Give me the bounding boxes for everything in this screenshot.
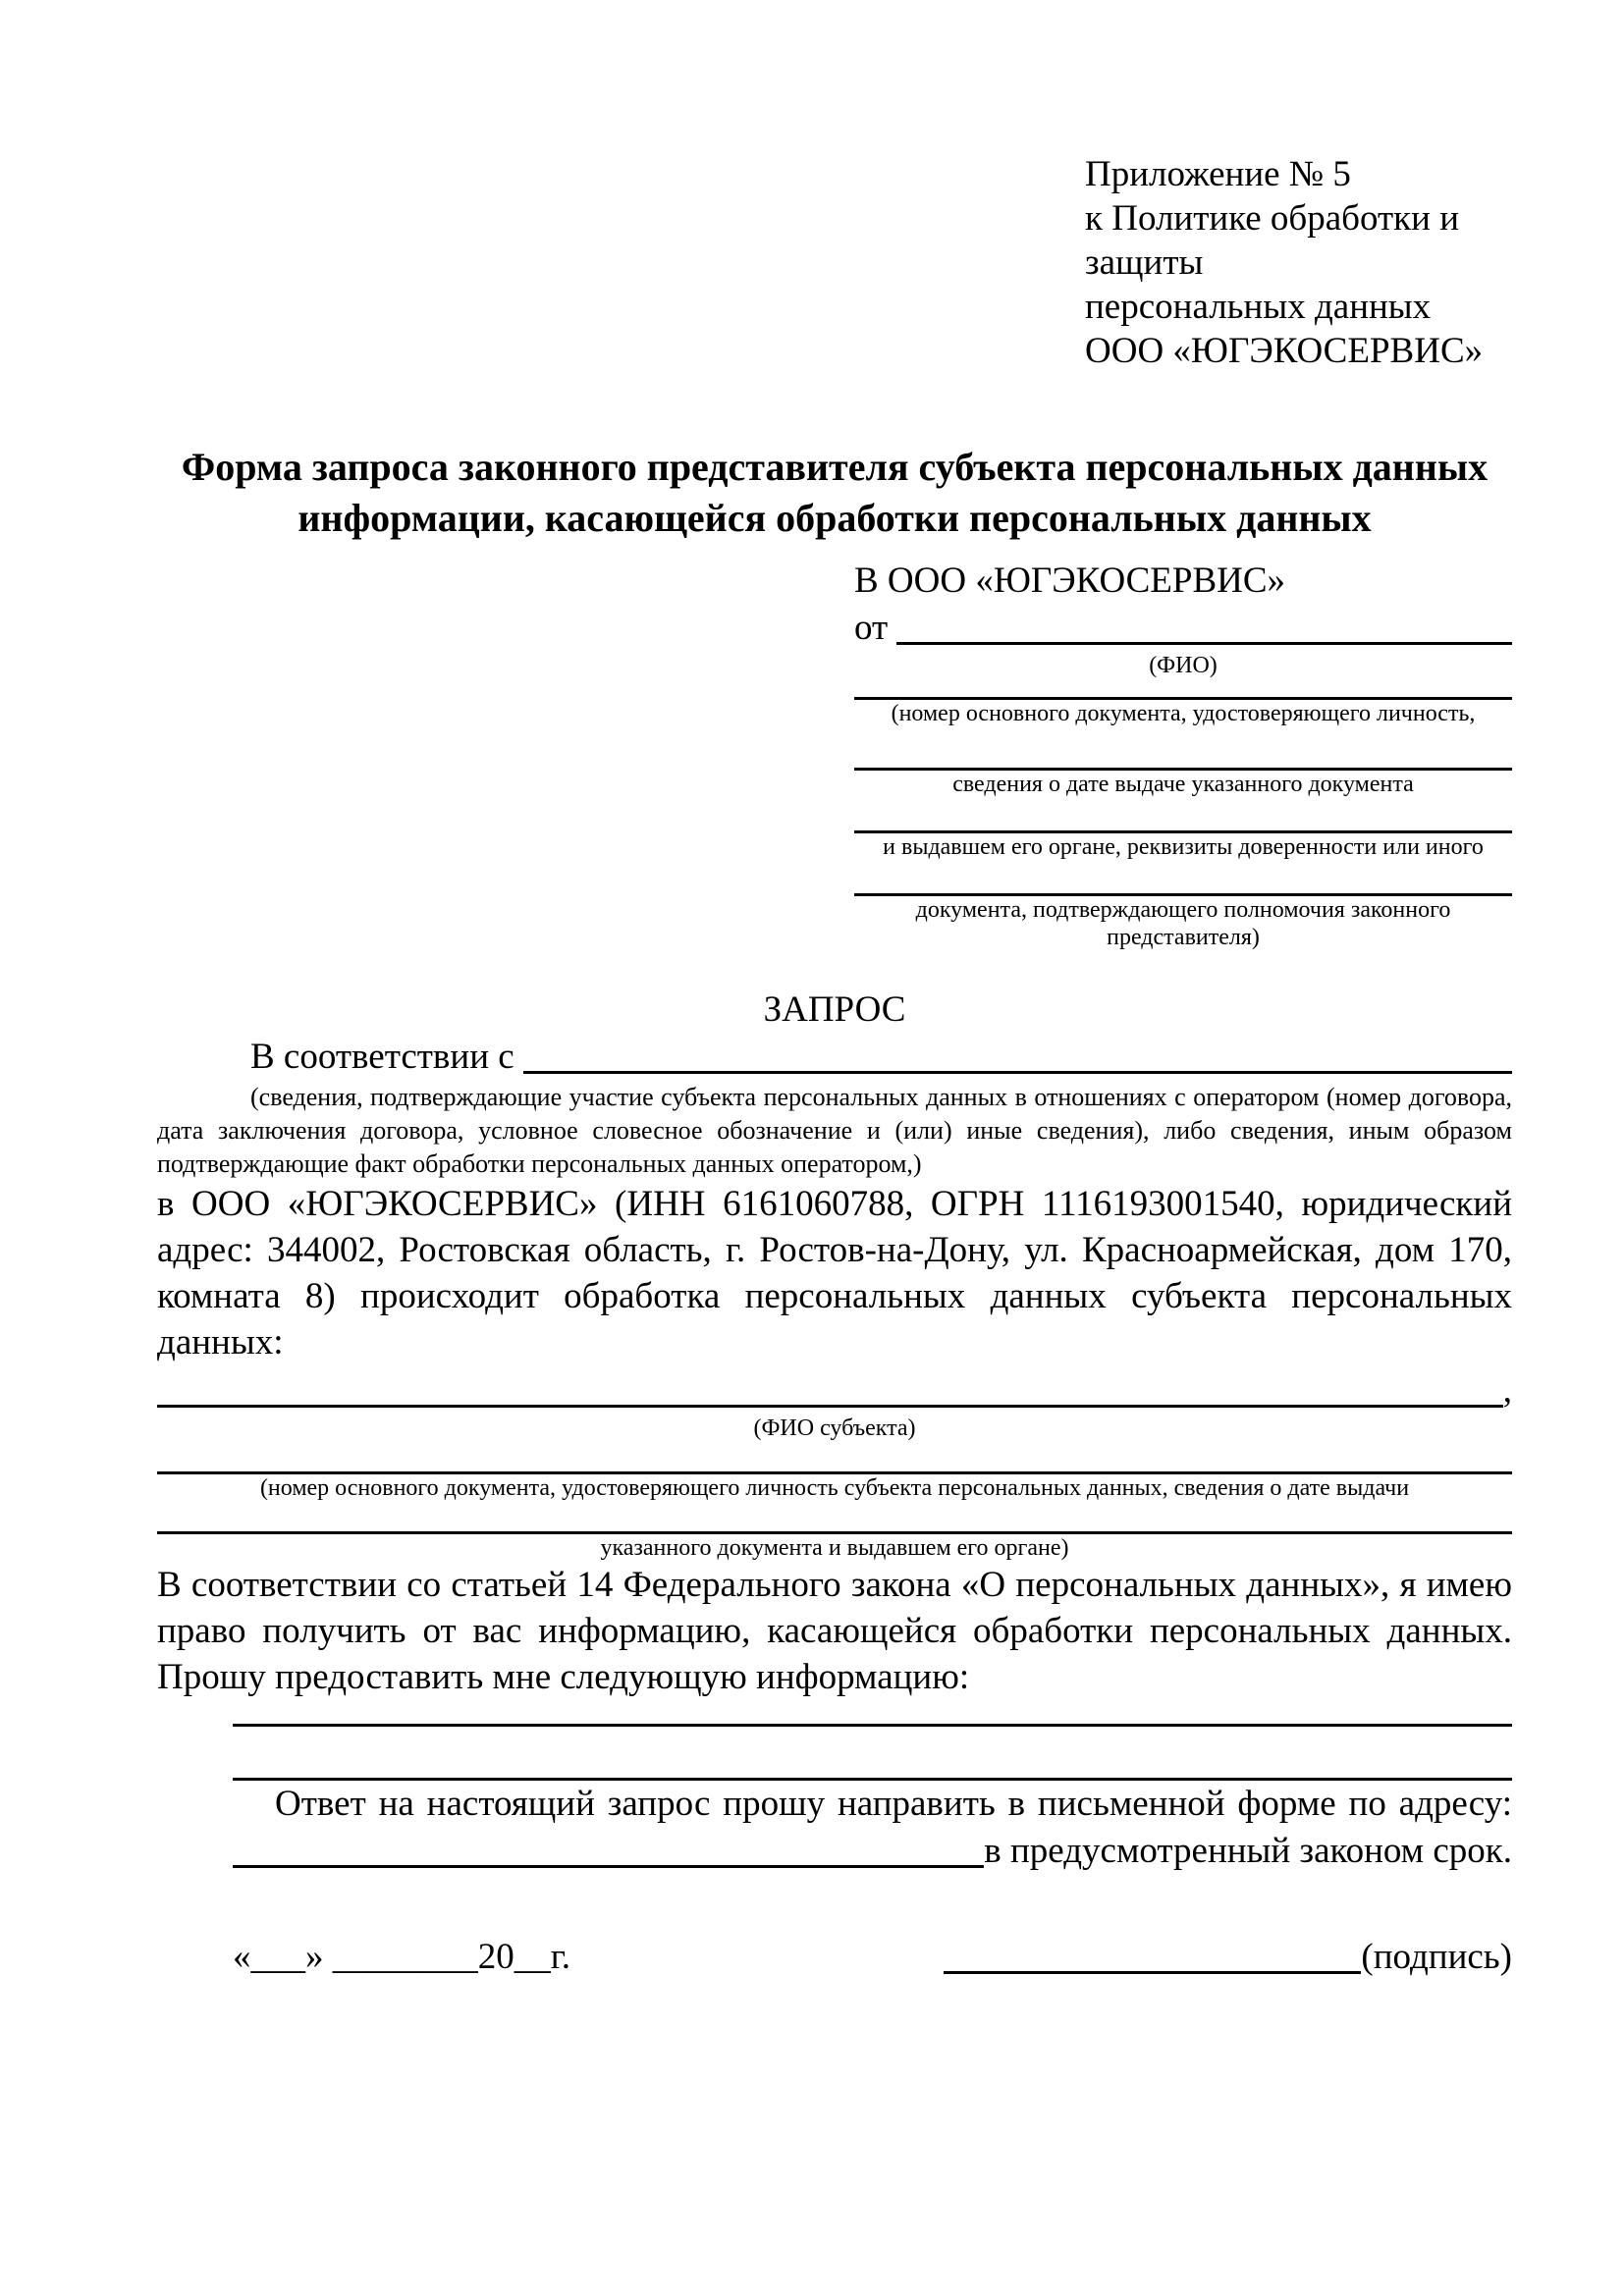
caption-id-document: (номер основного документа, удостоверяющего личность, — [891, 701, 1476, 726]
from-row — [854, 605, 1512, 652]
response-term-text: в предусмотренный законом срок. — [984, 1831, 1512, 1871]
subject-fio-blank-line — [157, 1367, 1503, 1408]
address-blank-line — [233, 1828, 984, 1868]
appendix-line-3: персональных данных — [1085, 287, 1432, 327]
attorney-document-blank-line — [854, 861, 1512, 896]
fine-print-note: (сведения, подтверждающие участие субъекта персональных данных в отношениях с оператором (номер договора, дата заключения договора, условное словесное обозначение и (или) иные сведения), либо сведения, иным образом подтверждающие факт обработки персональных данных оператором,) — [157, 1083, 1512, 1178]
operator-paragraph: в ООО «ЮГЭКОСЕРВИС» (ИНН 6161060788, ОГРН 1116193001540, юридический адрес: 344002, Ростовская область, г. Ростов-на-Дону, ул. Красноармейская, дом 170, комната 8) происходит обработка персональных данных субъекта персональных данных: — [157, 1184, 1512, 1362]
issuing-authority-blank-line — [854, 798, 1512, 833]
appendix-line-4: ООО «ЮГЭКОСЕРВИС» — [1085, 331, 1484, 371]
response-indent — [157, 1828, 233, 1875]
caption-attorney-document: документа, подтверждающего полномочия законного представителя) — [915, 897, 1451, 950]
request-heading: ЗАПРОС — [763, 989, 906, 1030]
trailing-comma: , — [1502, 1370, 1512, 1411]
caption-subject-fio: (ФИО субъекта) — [753, 1415, 916, 1441]
signature-caption: (подпись) — [1361, 1937, 1512, 1977]
caption-issuing-authority: и выдавшем его органе, реквизиты доверенности или иного — [883, 834, 1484, 860]
subject-fio-row — [157, 1367, 1512, 1415]
requested-info-blank-line-1 — [233, 1700, 1512, 1727]
caption-subject-id: (номер основного документа, удостоверяющего личность субъекта персональных данных, сведения о дате выдачи — [259, 1475, 1410, 1501]
caption-issue-date: сведения о дате выдаче указанного документа — [952, 772, 1414, 797]
fio-blank-line — [896, 605, 1512, 645]
caption-subject-id-authority: указанного документа и выдавшем его органе) — [600, 1535, 1069, 1561]
issue-date-blank-line — [854, 727, 1512, 771]
recipient-to: В ООО «ЮГЭКОСЕРВИС» — [854, 561, 1286, 601]
appendix-line-2: к Политике обработки и защиты — [1085, 198, 1460, 283]
signature-row — [157, 1934, 1512, 1981]
accordance-label: В соответствии с — [250, 1037, 523, 1077]
response-address-line: Ответ на настоящий запрос прошу направить в письменной форме по адресу: — [275, 1784, 1512, 1824]
requested-info-blank-line-2 — [233, 1727, 1512, 1781]
accordance-blank-line — [523, 1034, 1512, 1074]
subject-id-authority-blank-line — [157, 1502, 1512, 1534]
recipient-block — [854, 558, 1512, 951]
caption-fio: (ФИО) — [1149, 653, 1218, 678]
from-label: от — [854, 608, 897, 648]
accordance-row — [157, 1034, 1512, 1081]
paragraph-indent — [157, 1034, 250, 1081]
appendix-line-1: Приложение № 5 — [1085, 154, 1351, 194]
document-title: Форма запроса законного представителя субъекта персональных данных информации, касающейся обработки персональных данных — [181, 445, 1489, 540]
appendix-block — [1085, 152, 1512, 373]
rights-paragraph: В соответствии со статьей 14 Федерального закона «О персональных данных», я имею право получить от вас информацию, касающейся обработки персональных данных. Прошу предоставить мне следующую информацию: — [157, 1565, 1512, 1697]
id-document-blank-line — [854, 679, 1512, 700]
signature-group — [944, 1934, 1512, 1981]
signature-blank-line — [944, 1934, 1361, 1974]
subject-id-blank-line — [157, 1442, 1512, 1474]
response-term-row — [157, 1828, 1512, 1875]
date-blank: «___» ________20__г. — [233, 1937, 571, 1977]
